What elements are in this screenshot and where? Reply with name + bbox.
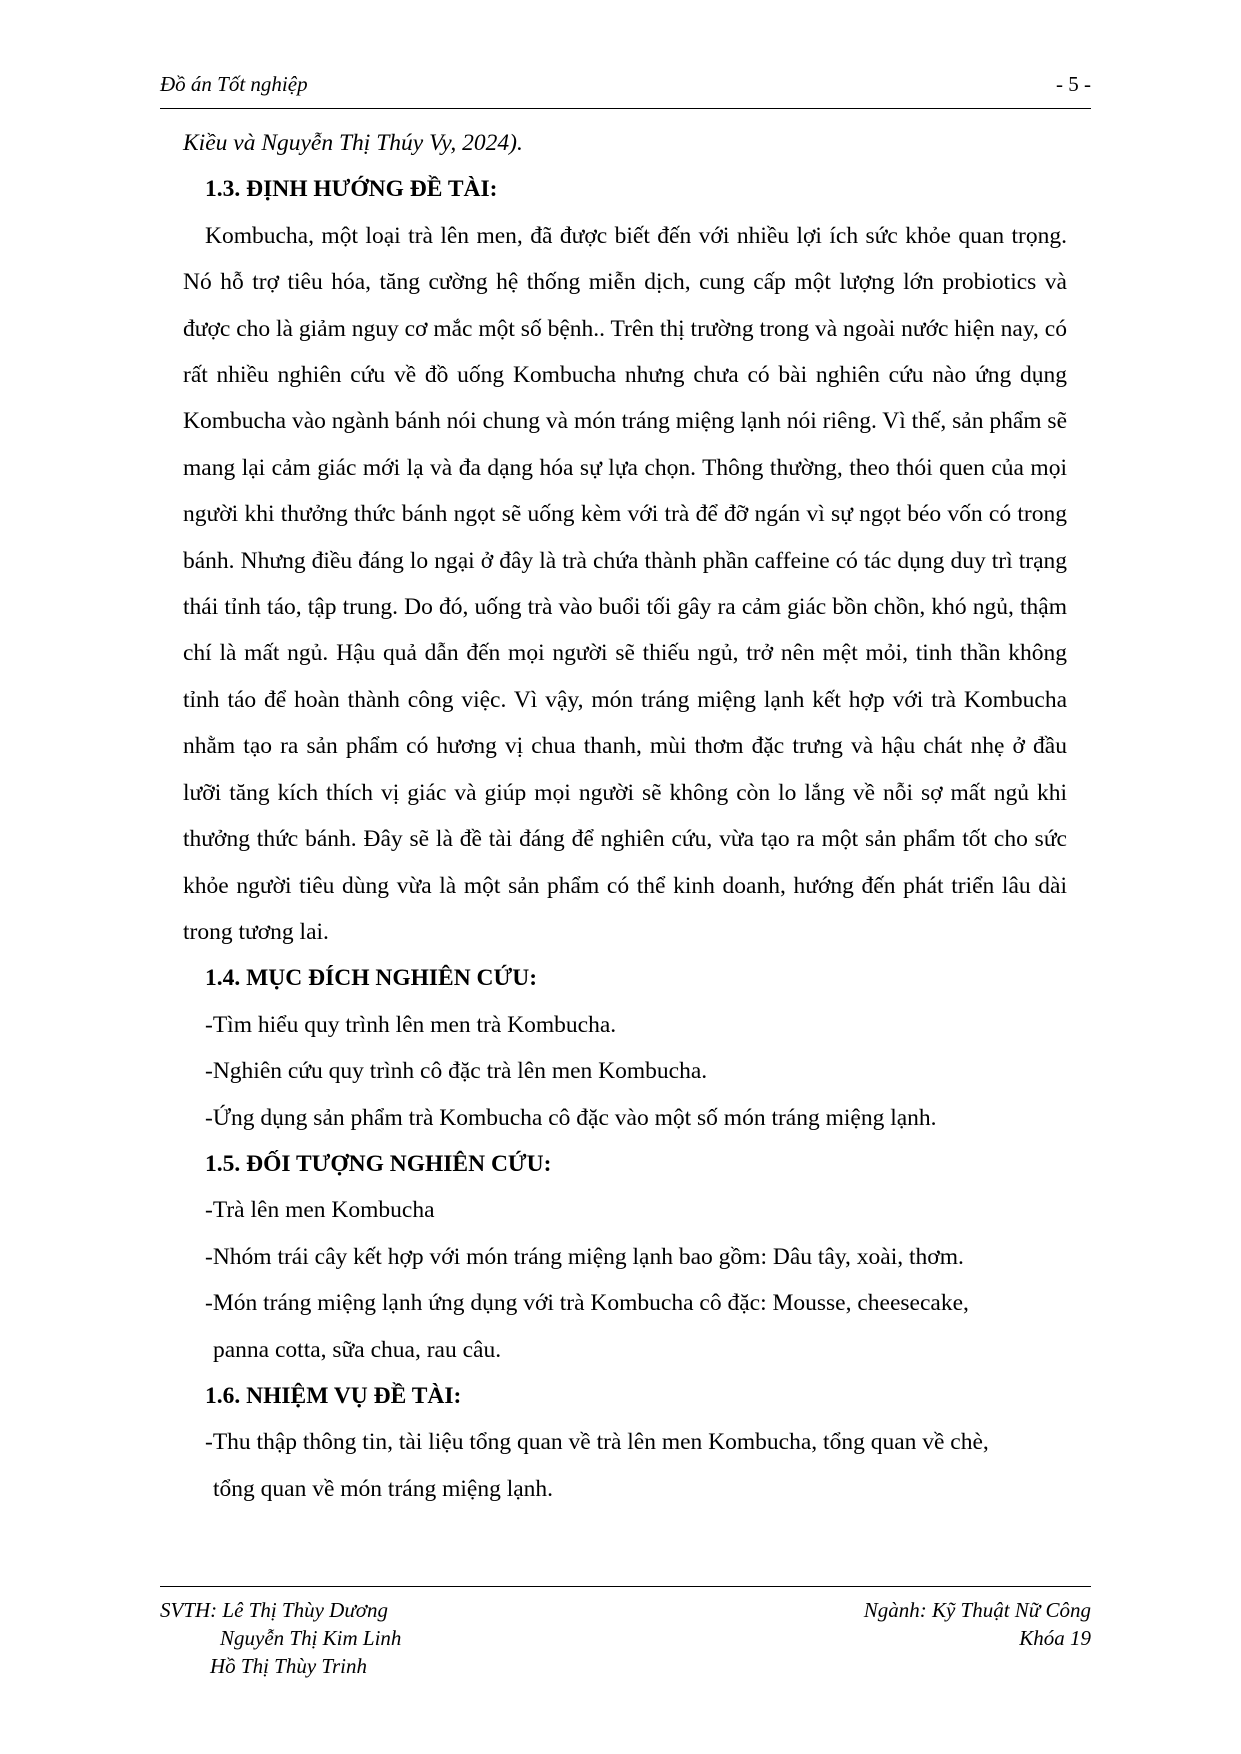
student-names [160,1596,401,1680]
section-paragraph-1-3: Kombucha, một loại trà lên men, đã được biết đến với nhiều lợi ích sức khỏe quan trọng. Nó hỗ trợ tiêu hóa, tăng cường hệ thống miễn dịch, cung cấp một lượng lớn probiotics và được cho là giảm nguy cơ mắc một số bệnh.. Trên thị trường trong và ngoài nước hiện nay, có rất nhiều nghiên cứu về đồ uống Kombucha nhưng chưa có bài nghiên cứu nào ứng dụng Kombucha vào ngành bánh nói chung và món tráng miệng lạnh nói riêng. Vì thế, sản phẩm sẽ mang lại cảm giác mới lạ và đa dạng hóa sự lựa chọn. Thông thường, theo thói quen của mọi người khi thưởng thức bánh ngọt sẽ uống kèm với trà để đỡ ngán vì sự ngọt béo vốn có trong bánh. Nhưng điều đáng lo ngại ở đây là trà chứa thành phần caffeine có tác dụng duy trì trạng thái tỉnh táo, tập trung. Do đó, uống trà vào buổi tối gây ra cảm giác bồn chồn, khó ngủ, thậm chí là mất ngủ. Hậu quả dẫn đến mọi người sẽ thiếu ngủ, trở nên mệt mỏi, tinh thần không tỉnh táo để hoàn thành công việc. Vì vậy, món tráng miệng lạnh kết hợp với trà Kombucha nhằm tạo ra sản phẩm có hương vị chua thanh, mùi thơm đặc trưng và hậu chát nhẹ ở đầu lưỡi tăng kích thích vị giác và giúp mọi người sẽ không còn lo lắng về nỗi sợ mất ngủ khi thưởng thức bánh. Đây sẽ là đề tài đáng để nghiên cứu, vừa tạo ra một sản phẩm tốt cho sức khỏe người tiêu dùng vừa là một sản phẩm có thể kinh doanh, hướng đến phát triển lâu dài trong tương lai. [183,222,1067,945]
page-number: - 5 - [1056,72,1091,96]
program-info [864,1596,1091,1652]
document-title: Đồ án Tốt nghiệp [160,72,308,96]
list-item-line: -Món tráng miệng lạnh ứng dụng với trà Kombucha cô đặc: Mousse, cheesecake, [205,1290,969,1317]
list-item: -Trà lên men Kombucha [205,1197,435,1224]
list-item-line: tổng quan về món tráng miệng lạnh. [213,1475,554,1502]
list-item: -Nghiên cứu quy trình cô đặc trà lên men Kombucha. [205,1058,708,1085]
student-line: Nguyễn Thị Kim Linh [220,1626,402,1650]
major-label: Ngành: Kỹ Thuật Nữ Công [863,1598,1091,1622]
header-divider [160,108,1091,109]
page-content [183,120,1067,1512]
section-heading-1-5: 1.5. ĐỐI TƯỢNG NGHIÊN CỨU: [205,1150,552,1177]
list-item: -Tìm hiểu quy trình lên men trà Kombucha. [205,1011,617,1038]
student-line: Hồ Thị Thùy Trinh [210,1654,367,1678]
section-heading-1-4: 1.4. MỤC ĐÍCH NGHIÊN CỨU: [205,965,538,992]
list-item [183,1280,1067,1373]
list-item: -Nhóm trái cây kết hợp với món tráng miệng lạnh bao gồm: Dâu tây, xoài, thơm. [205,1243,964,1270]
list-item [183,1419,1067,1512]
course-label: Khóa 19 [1019,1626,1091,1650]
section-heading-1-3: 1.3. ĐỊNH HƯỚNG ĐỀ TÀI: [205,176,498,203]
page-header [160,72,1091,97]
list-item-line: -Thu thập thông tin, tài liệu tổng quan về trà lên men Kombucha, tổng quan về chè, [205,1429,989,1456]
citation-continuation: Kiều và Nguyễn Thị Thúy Vy, 2024). [183,130,523,156]
student-line: SVTH: Lê Thị Thùy Dương [160,1598,389,1622]
section-heading-1-6: 1.6. NHIỆM VỤ ĐỀ TÀI: [205,1382,462,1409]
footer-divider [160,1586,1091,1587]
list-item-line: panna cotta, sữa chua, rau câu. [213,1336,502,1363]
list-item: -Ứng dụng sản phẩm trà Kombucha cô đặc vào một số món tráng miệng lạnh. [205,1104,937,1131]
